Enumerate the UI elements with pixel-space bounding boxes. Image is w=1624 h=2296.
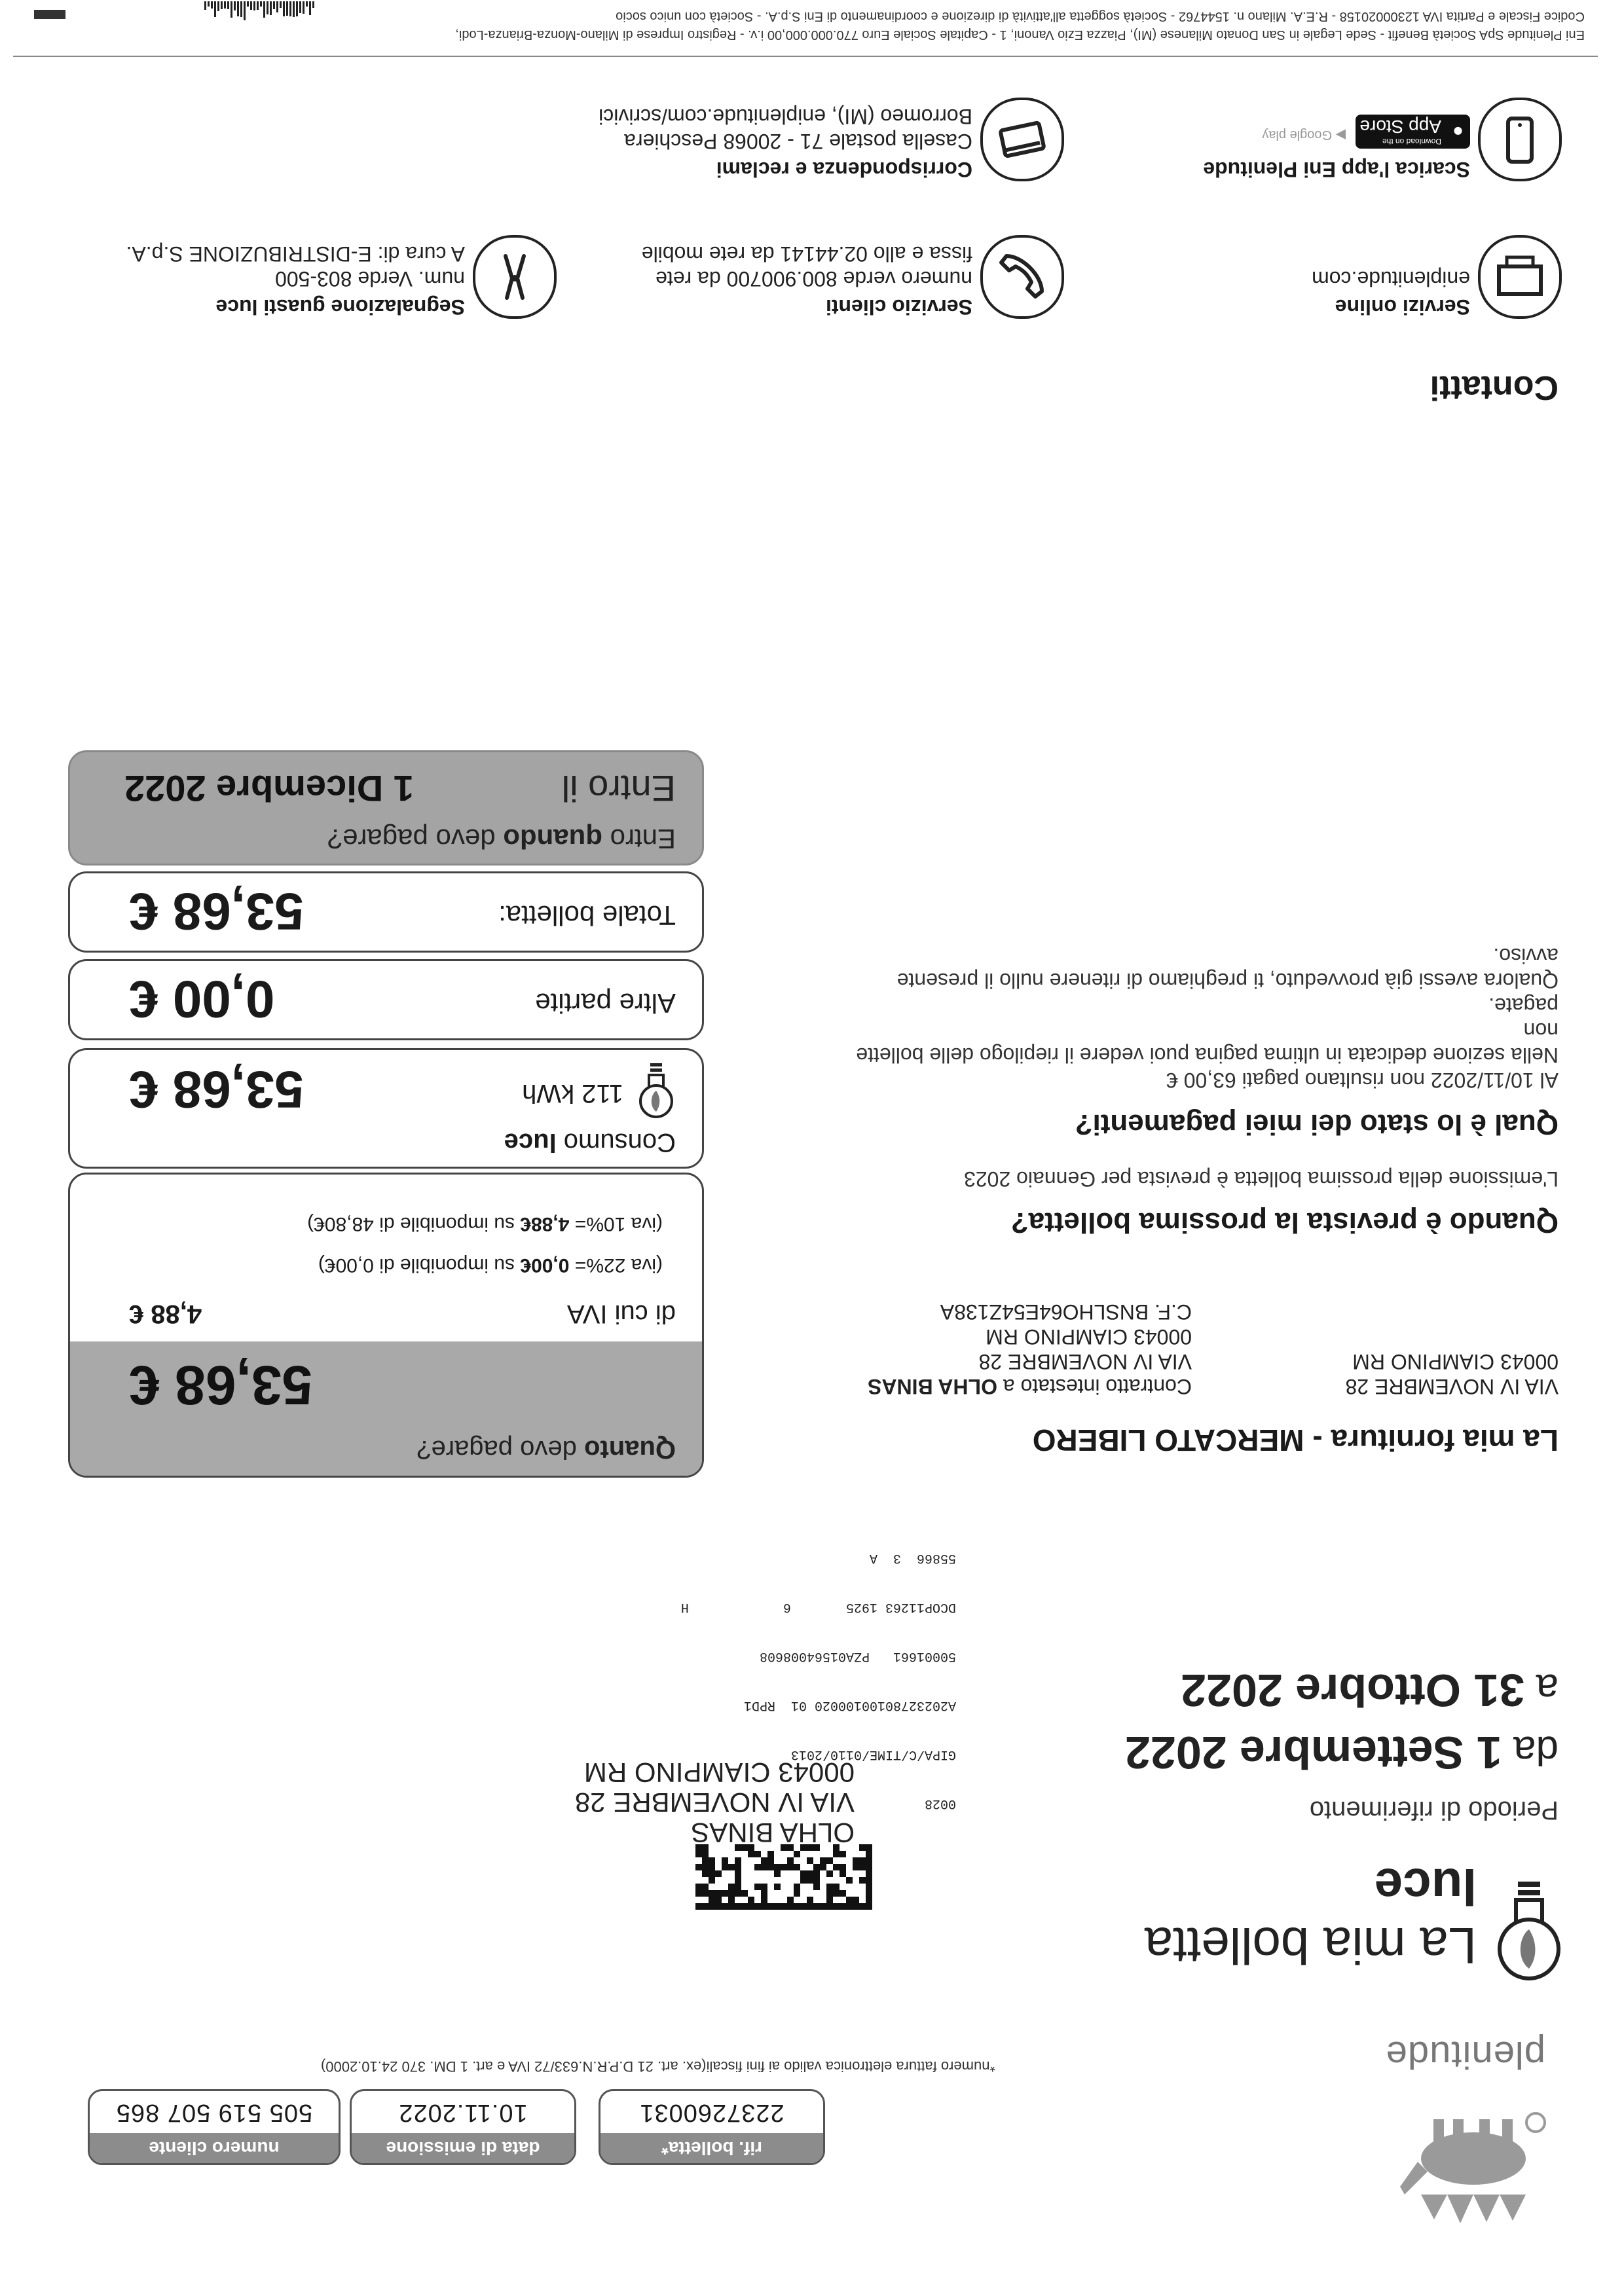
recipient-name: OLHA BINAS — [691, 1817, 855, 1848]
customer-service-line: fissa e allo 02.44141 da rete mobile — [641, 242, 972, 266]
contacts-title: Contatti — [1430, 369, 1559, 407]
barcode-icon — [203, 1, 314, 21]
lightbulb-icon — [1493, 1870, 1565, 1988]
consumption-amount: 53,68 € — [129, 1061, 304, 1119]
postal-code-line: DCOP11263 1925 6 H — [680, 1599, 956, 1614]
bill-reference-pill — [599, 2089, 825, 2165]
bill-total-box — [68, 871, 704, 953]
vat-22-line — [318, 1254, 663, 1276]
fault-report-line: A cura di: E-DISTRIBUZIONE S.p.A. — [126, 242, 465, 266]
brand-name: plenitude — [1385, 2033, 1545, 2076]
period-from — [1125, 1726, 1559, 1779]
other-items-box — [68, 959, 704, 1040]
payments-line: Nella sezione dedicata in ultima pagina puoi vedere il riepilogo delle bollette non — [856, 1019, 1559, 1067]
recipient-city: 00043 CIAMPINO RM — [583, 1757, 855, 1788]
online-services-title: Servizi online — [1335, 295, 1470, 319]
holder-street: VIA IV NOVEMBRE 28 — [978, 1350, 1192, 1374]
recipient-address — [575, 1757, 855, 1848]
consumption-label — [504, 1127, 676, 1157]
pliers-icon — [473, 235, 557, 319]
next-bill-question: Quando è prevista la prossima bolletta? — [1010, 1207, 1559, 1239]
invoice-footnote: *numero fattura elettronica valido ai fini fiscali(ex. art. 21 D.P.R.N.633/72 IVA e art. 1 DM. 370 24.10.2000) — [320, 2058, 995, 2075]
supply-address — [1346, 1349, 1559, 1399]
bill-total-label: Totale bolletta: — [498, 900, 676, 931]
consumption-box — [68, 1048, 704, 1169]
consumption-label-bold: luce — [504, 1128, 557, 1157]
postal-code-line: 55866 3 A — [869, 1550, 956, 1565]
amount-due-label-bold: Quanto — [584, 1435, 676, 1464]
amount-due-box — [68, 1173, 704, 1478]
bill-title: La mia bolletta — [1144, 1917, 1477, 1975]
datamatrix-code-icon — [695, 1844, 872, 1910]
lightbulb-icon — [637, 1060, 676, 1122]
vat-label: di cui IVA — [567, 1300, 676, 1328]
supply-title: La mia fornitura - MERCATO LIBERO — [1032, 1423, 1559, 1457]
issue-date-pill — [350, 2089, 576, 2165]
bill-reference-label: rif. bolletta* — [600, 2133, 823, 2163]
customer-service-line: numero verde 800.900700 da rete — [655, 267, 972, 291]
vat-22-amount: 0,00€ — [520, 1254, 570, 1276]
due-date-post: devo pagare? — [327, 824, 504, 854]
period-to — [1181, 1664, 1559, 1717]
supply-address-line: VIA IV NOVEMBRE 28 — [1345, 1375, 1559, 1398]
due-date-pre: Entro — [602, 824, 676, 854]
footer-divider — [13, 56, 1598, 57]
payments-question: Qual è lo stato dei miei pagamenti? — [1075, 1108, 1559, 1140]
supply-address-line: 00043 CIAMPINO RM — [1352, 1350, 1559, 1374]
period-from-prefix: da — [1513, 1728, 1559, 1773]
vat-22-pre: (iva 22%= — [569, 1254, 663, 1276]
postal-code-line: GIPA/C/TIME/0110/2013 — [790, 1747, 956, 1762]
contract-prefix: Contratto intestato a — [1003, 1375, 1192, 1398]
next-bill-answer: L'emissione della prossima bolletta è prevista per Gennaio 2023 — [964, 1167, 1559, 1191]
due-date-label — [327, 823, 676, 854]
payments-line: Qualora avessi già provveduto, ti preghiamo di ritenere nullo il presente avviso. — [896, 944, 1559, 993]
due-date-word: Entro il — [561, 768, 676, 809]
app-store-small-text: Download on the — [1382, 137, 1441, 146]
smartphone-icon — [1478, 98, 1562, 181]
period-from-date: 1 Settembre 2022 — [1124, 1727, 1502, 1778]
bill-reference-value: 223726003​1 — [639, 2099, 784, 2126]
fault-report-line: num. Verde 803-500 — [275, 267, 465, 291]
vat-amount: 4,88 € — [129, 1300, 202, 1328]
customer-number-value: 505 519 507 865 — [115, 2099, 313, 2126]
legal-line: Eni Plenitude SpA Società Benefit - Sede Legale in San Donato Milanese (MI), Piazza Ezio Vanoni, 1 - Capitale Sociale Euro 770.000.000,00 i.v. - Registro Imprese di Milano-Monza-Brianza-Lodi, — [455, 27, 1585, 42]
contract-holder — [868, 1300, 1192, 1399]
holder-city: 00043 CIAMPINO RM — [986, 1325, 1192, 1349]
online-services-link[interactable]: eniplenitude.com — [1312, 267, 1470, 291]
amount-due-header — [70, 1341, 702, 1476]
legal-line: Codice Fiscale e Partita IVA 12300020158 - R.E.A. Milano n. 1544762 - Società soggetta all'attività di direzione e coordinamento di Eni S.p.A. - Società con unico socio — [616, 9, 1585, 24]
amount-due-label-rest: devo pagare? — [416, 1435, 585, 1464]
due-date-box — [68, 750, 704, 866]
fault-report-title: Segnalazione guasti luce — [215, 295, 465, 319]
issue-date-value: 10.11.2022 — [398, 2099, 528, 2126]
app-download-title: Scarica l'app Eni Plenitude — [1203, 158, 1470, 181]
period-to-date: 31 Ottobre 2022 — [1181, 1665, 1525, 1716]
postal-code-line: A20232780100100020 01 RPD1 — [743, 1698, 956, 1713]
postal-code-line: 50001661 PZA01564008608 — [759, 1649, 956, 1664]
app-store-text: App Store — [1359, 117, 1441, 137]
app-store-badge[interactable] — [1356, 115, 1470, 149]
other-items-label: Altre partite — [535, 988, 676, 1019]
due-date-value: 1 Dicembre 2022 — [124, 768, 414, 809]
recipient-street: VIA IV NOVEMBRE 28 — [574, 1787, 855, 1818]
laptop-icon — [1478, 235, 1562, 319]
payments-answer — [838, 943, 1559, 1093]
vat-10-post: su imponibile di 48,80€) — [307, 1213, 521, 1235]
amount-due-value: 53,68 € — [129, 1355, 313, 1416]
correspondence-line: Borromeo (MI), eniplenitude.com/scrivici — [599, 105, 972, 128]
holder-cf: C.F. BNSLHO64E54Z138A — [940, 1300, 1192, 1324]
due-date-bold: quando — [503, 824, 602, 854]
amount-due-label — [416, 1434, 676, 1464]
customer-service-title: Servizio clienti — [825, 295, 972, 319]
postal-code-line: 0028 — [924, 1796, 956, 1811]
vat-22-post: su imponibile di 0,00€) — [318, 1254, 521, 1276]
apple-icon: ● — [1452, 122, 1464, 142]
contract-name: OLHA BINAS — [868, 1375, 997, 1398]
customer-number-label: numero cliente — [90, 2133, 339, 2163]
consumption-label-pre: Consumo — [556, 1128, 676, 1157]
correspondence-title: Corrispondenza e reclami — [716, 158, 972, 181]
issue-date-label: data di emissione — [352, 2133, 574, 2163]
vat-10-amount: 4,88€ — [520, 1213, 570, 1235]
print-mark — [34, 10, 65, 19]
vat-10-pre: (iva 10%= — [569, 1213, 663, 1235]
other-items-amount: 0,00 € — [129, 970, 275, 1029]
customer-number-pill — [88, 2089, 341, 2165]
credit-card-icon — [980, 98, 1064, 181]
vat-10-line — [307, 1212, 663, 1235]
bill-type: luce — [1374, 1858, 1477, 1916]
plenitude-logo-icon — [1395, 2103, 1552, 2234]
correspondence-line: Casella postale 71 - 20068 Peschiera — [624, 130, 972, 153]
period-to-prefix: a — [1536, 1666, 1559, 1711]
google-play-badge[interactable]: ▶ Google play — [1262, 128, 1346, 142]
google-play-text: Google play — [1262, 128, 1333, 142]
payments-line: pagate. — [1488, 994, 1559, 1017]
period-label: Periodo di riferimento — [1309, 1796, 1559, 1825]
consumption-kwh: 112 kWh — [522, 1079, 623, 1108]
bill-total-amount: 53,68 € — [129, 883, 304, 941]
payments-line: Al 10/11/2022 non risultano pagati 63,00 € — [1166, 1068, 1559, 1092]
phone-handset-icon — [980, 235, 1064, 319]
